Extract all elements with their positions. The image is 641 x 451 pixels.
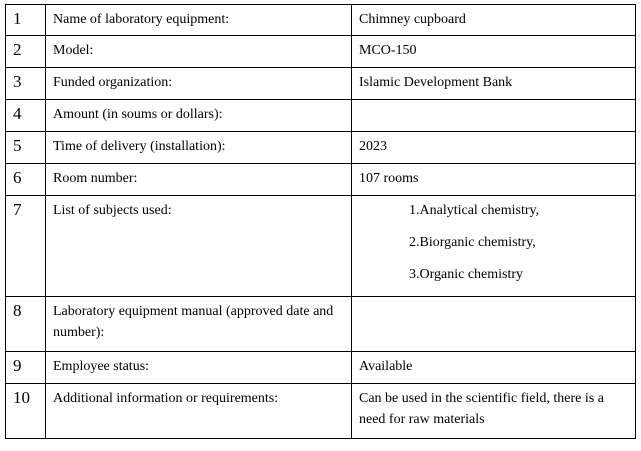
row-number: 7 [6,196,46,297]
row-number: 5 [6,132,46,164]
row-label: Funded organization: [46,68,352,100]
table-row [6,297,636,352]
table-row [6,352,636,384]
subject-item: 1.Analytical chemistry, [409,203,540,218]
subjects-cell [352,196,636,297]
row-label: Employee status: [46,352,352,384]
row-label: List of subjects used: [46,196,352,297]
row-label: Amount (in soums or dollars): [46,100,352,132]
row-label: Laboratory equipment manual (approved date and number): [46,297,352,352]
subject-item: 2.Biorganic chemistry, [409,235,536,250]
row-value: Available [352,352,636,384]
subjects-list [359,200,629,285]
table-row [6,5,636,36]
table-row [6,68,636,100]
row-value: Chimney cupboard [352,5,636,36]
row-label: Model: [46,36,352,68]
table-row [6,132,636,164]
row-number: 1 [6,5,46,36]
row-value: MCO-150 [352,36,636,68]
row-number: 10 [6,384,46,439]
row-number: 9 [6,352,46,384]
row-value: 107 rooms [352,164,636,196]
table-row [6,164,636,196]
row-value: Can be used in the scientific field, there is a need for raw materials [352,384,636,439]
table-row [6,384,636,439]
row-label: Room number: [46,164,352,196]
row-value [352,100,636,132]
row-number: 4 [6,100,46,132]
row-label: Additional information or requirements: [46,384,352,439]
row-value: 2023 [352,132,636,164]
row-value: Islamic Development Bank [352,68,636,100]
row-number: 8 [6,297,46,352]
row-number: 2 [6,36,46,68]
row-number: 3 [6,68,46,100]
equipment-info-table [5,4,636,439]
row-label: Time of delivery (installation): [46,132,352,164]
table-row [6,100,636,132]
subject-item: 3.Organic chemistry [409,267,524,282]
row-number: 6 [6,164,46,196]
row-value [352,297,636,352]
row-label: Name of laboratory equipment: [46,5,352,36]
table-row [6,196,636,297]
table-row [6,36,636,68]
